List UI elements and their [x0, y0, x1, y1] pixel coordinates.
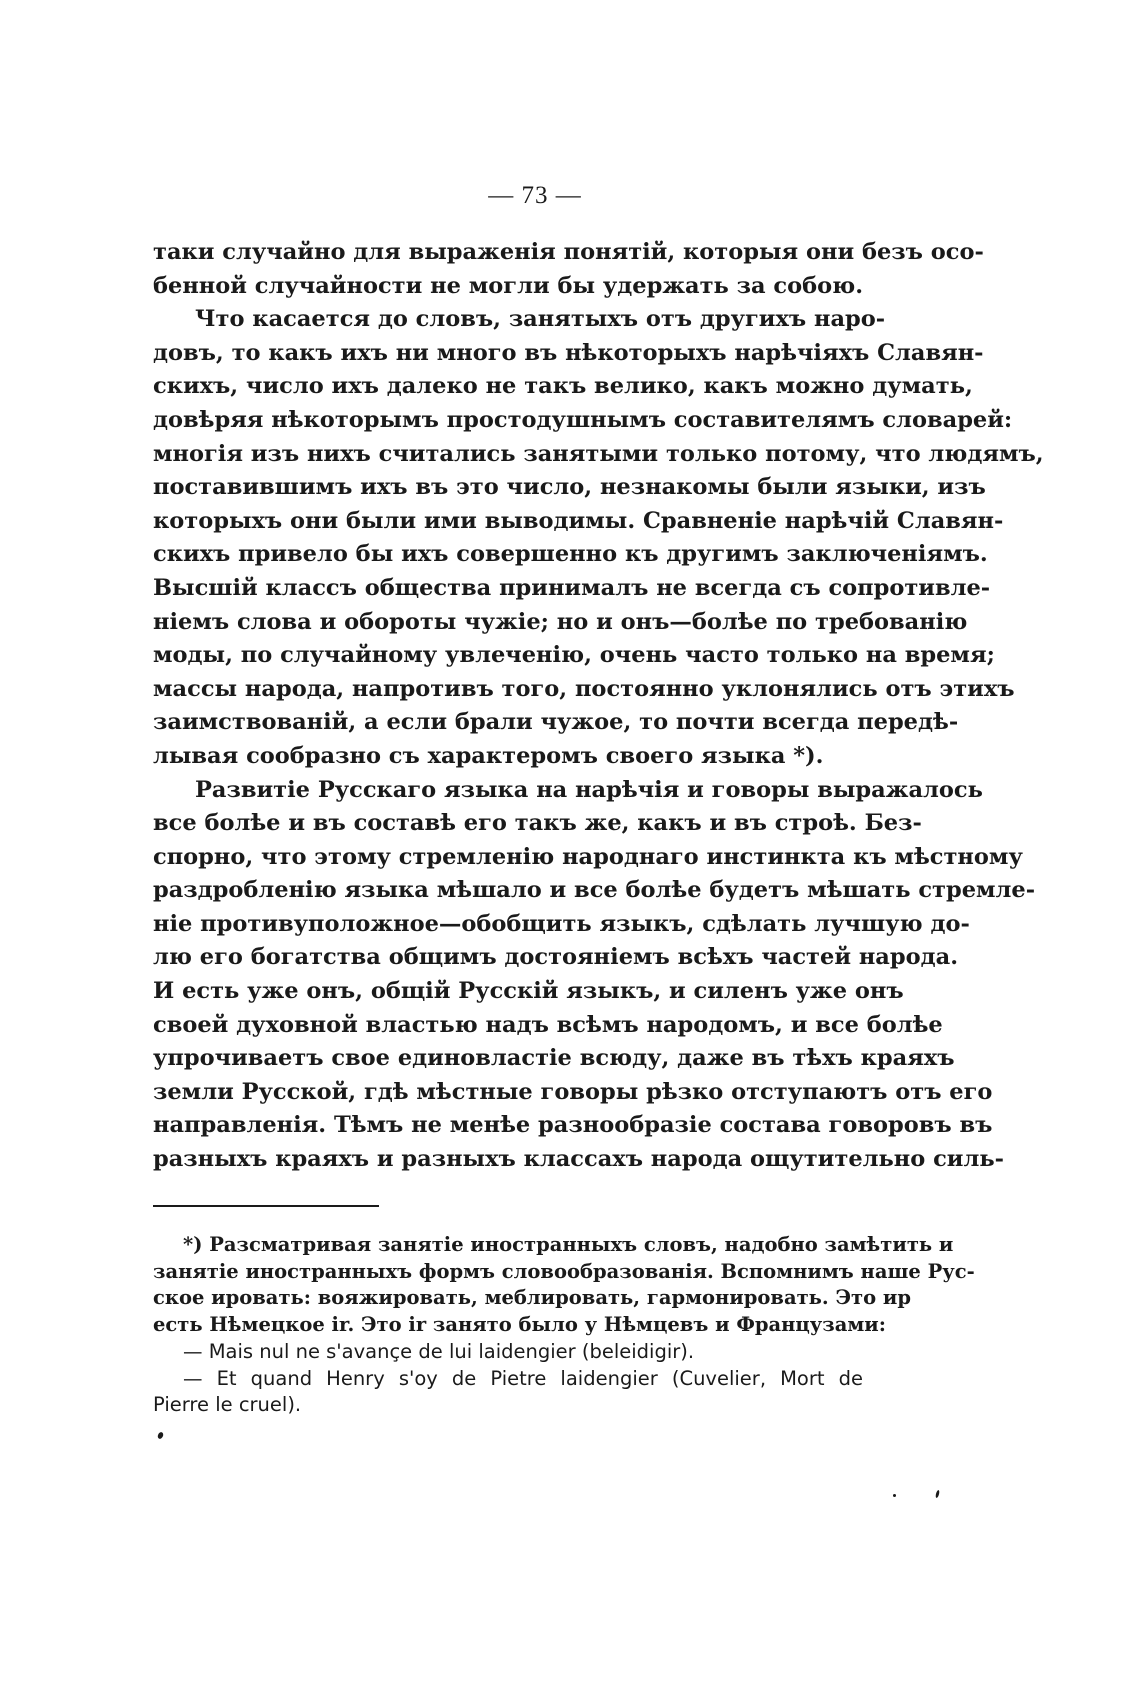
text-line: все болѣе и въ составѣ его такъ же, какъ и въ строѣ. Без- [153, 810, 922, 837]
text-line: направленія. Тѣмъ не менѣе разнообразіе состава говоровъ въ [153, 1112, 993, 1139]
text-line: моды, по случайному увлеченію, очень часто только на время; [153, 642, 995, 669]
ink-speck [935, 1490, 940, 1499]
text-line: таки случайно для выраженія понятій, которыя они безъ осо- [153, 239, 984, 265]
text-line: Высшій классъ общества принималъ не всегда съ сопротивле- [153, 574, 991, 601]
text-line: Развитіе Русскаго языка на нарѣчія и говоры выражалось [195, 776, 983, 803]
text-line: лю его богатства общимъ достояніемъ всѣхъ частей народа. [153, 944, 959, 971]
footnote [153, 1232, 975, 1419]
text-line: довъ, то какъ ихъ ни много въ нѣкоторыхъ нарѣчіяхъ Славян- [153, 339, 984, 366]
text-line: многія изъ нихъ считались занятыми только потому, что людямъ, [153, 440, 1044, 467]
text-line: которыхъ они были ими выводимы. Сравненіе нарѣчій Славян- [153, 507, 1004, 534]
text-line: спорно, что этому стремленію народнаго инстинкта къ мѣстному [153, 843, 1023, 870]
body-text [153, 236, 1044, 1177]
text-line: бенной случайности не могли бы удержать за собою. [153, 272, 864, 299]
text-line: земли Русской, гдѣ мѣстные говоры рѣзко отступаютъ отъ его [153, 1078, 993, 1105]
text-line: лывая сообразно съ характеромъ своего языка *). [153, 742, 824, 769]
footnote-line: ское ировать: вояжировать, меблировать, гармонировать. Это ир [153, 1286, 911, 1310]
footnote-line: занятіе иностранныхъ формъ словообразованія. Вспомнимъ наше Рус- [153, 1259, 975, 1283]
footnote-quote: Pierre le cruel). [153, 1393, 302, 1417]
text-line: разныхъ краяхъ и разныхъ классахъ народа ощутительно силь- [153, 1146, 1004, 1173]
text-line: раздробленію языка мѣшало и все болѣе будетъ мѣшать стремле- [153, 877, 1036, 904]
ink-speck [157, 1431, 164, 1439]
footnote-quote: — Mais nul ne s'avançe de lui laidengier (beleidigir). [183, 1339, 695, 1363]
text-line: скихъ, число ихъ далеко не такъ велико, какъ можно думать, [153, 373, 973, 400]
footnote-divider [153, 1205, 379, 1207]
footnote-line: *) Разсматривая занятіе иностранныхъ словъ, надобно замѣтить и [183, 1233, 954, 1256]
text-line: И есть уже онъ, общій Русскій языкъ, и силенъ уже онъ [153, 978, 904, 1005]
paragraph-3 [153, 774, 1036, 1177]
text-line: упрочиваетъ свое единовластіе всюду, даже въ тѣхъ краяхъ [153, 1045, 955, 1072]
text-line: ніе противуположное—обобщить языкъ, сдѣлать лучшую до- [153, 910, 970, 937]
text-line: своей духовной властью надъ всѣмъ народомъ, и все болѣе [153, 1011, 943, 1038]
footnote-line: есть Нѣмецкое ir. Это ir занято было у Нѣмцевъ и Французами: [153, 1313, 886, 1337]
text-line: поставившимъ ихъ въ это число, незнакомы были языки, изъ [153, 474, 986, 501]
ink-speck [893, 1494, 896, 1497]
paragraph-2 [153, 303, 1044, 773]
text-line: заимствованій, а если брали чужое, то почти всегда передѣ- [153, 709, 959, 736]
text-line: ніемъ слова и обороты чужіе; но и онъ—болѣе по требованію [153, 608, 968, 635]
page-number: — 73 — [488, 182, 582, 209]
footnote-quote: — Et quand Henry s'oy de Pietre laidengier (Cuvelier, Mort de [183, 1366, 863, 1390]
text-line: Что касается до словъ, занятыхъ отъ другихъ наро- [195, 306, 886, 333]
paragraph-1 [153, 236, 984, 303]
text-line: массы народа, напротивъ того, постоянно уклонялись отъ этихъ [153, 675, 1015, 702]
text-line: довѣряя нѣкоторымъ простодушнымъ составителямъ словарей: [153, 406, 1013, 433]
text-line: скихъ привело бы ихъ совершенно къ другимъ заключеніямъ. [153, 541, 988, 568]
